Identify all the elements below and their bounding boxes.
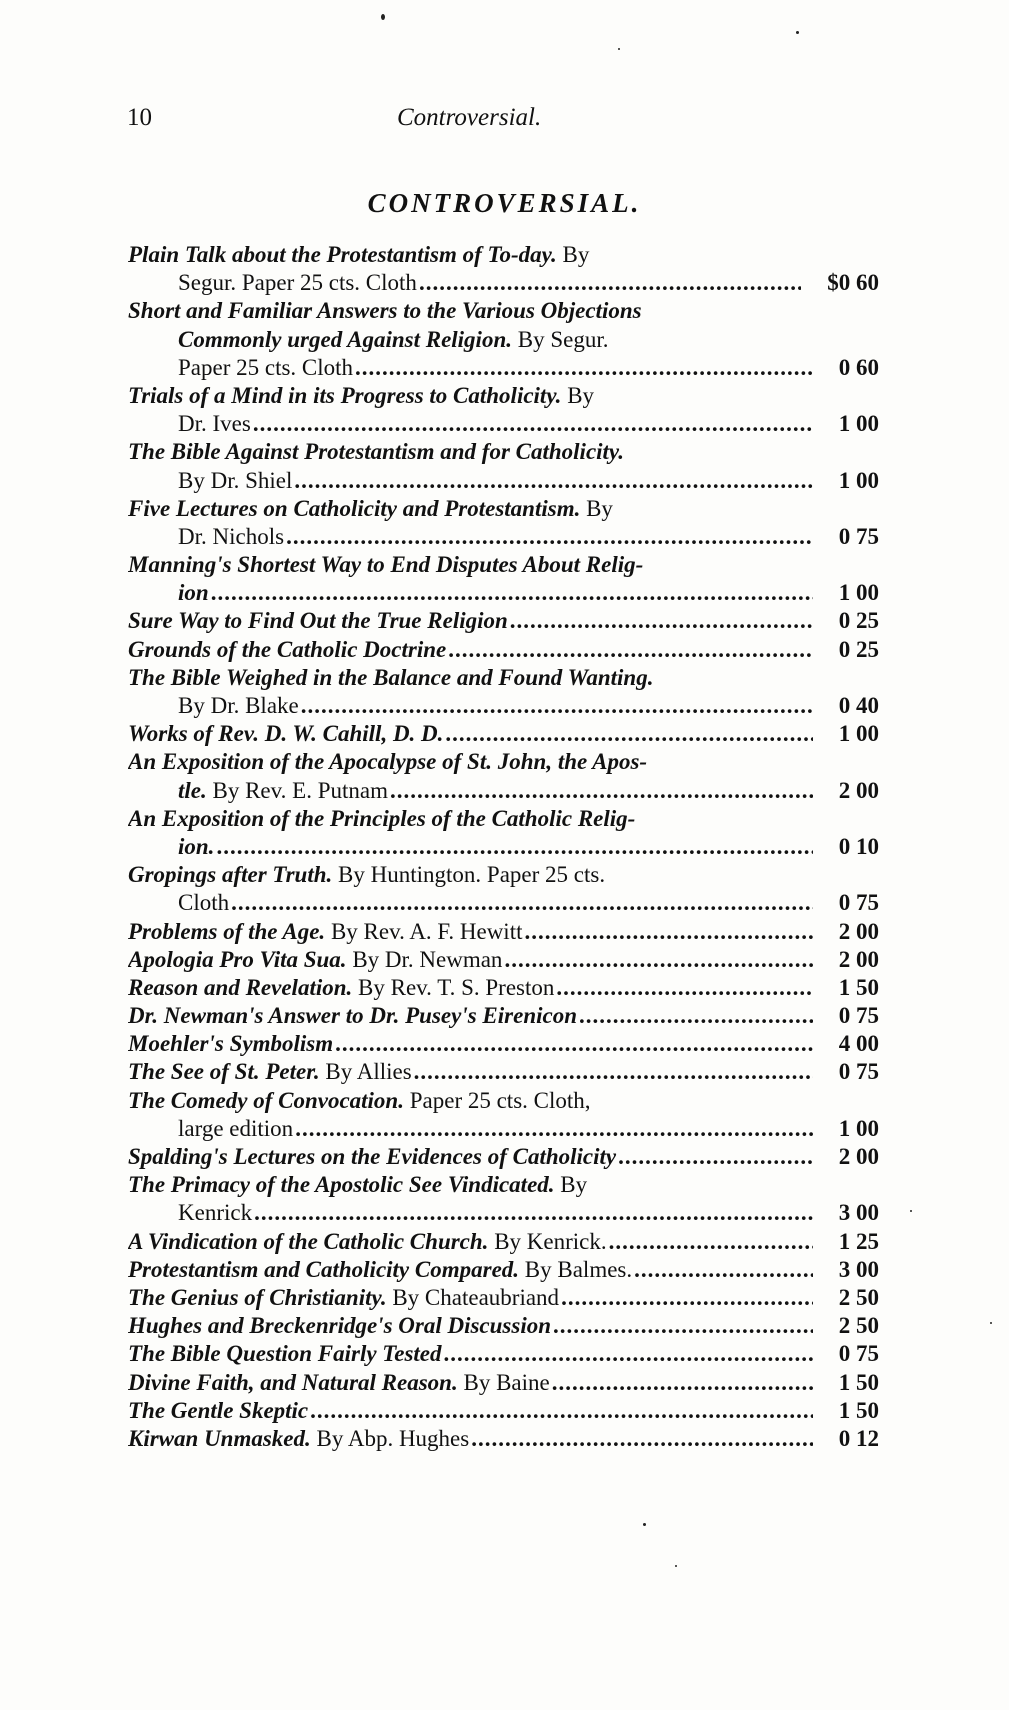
entry-line <box>128 579 879 607</box>
price: 0 25 <box>838 636 879 662</box>
entry-detail: By Rev. E. Putnam <box>206 777 388 803</box>
book-title: Divine Faith, and Natural Reason. <box>128 1369 458 1395</box>
book-title: The Primacy of the Apostolic See Vindicated. <box>128 1172 555 1198</box>
price: 4 00 <box>838 1031 879 1057</box>
book-title: ion <box>178 580 209 606</box>
dot-leader <box>390 777 813 805</box>
book-title: Kirwan Unmasked. <box>128 1425 311 1451</box>
entry-line <box>128 354 879 382</box>
entry-line <box>128 551 879 579</box>
entry-detail: By Abp. Hughes <box>310 1425 470 1451</box>
entry-line <box>128 438 879 466</box>
entry-line <box>128 1087 879 1115</box>
entry-detail: By <box>554 1172 588 1198</box>
entry-text <box>178 579 209 607</box>
dot-leader <box>561 1284 813 1312</box>
entry-detail: By Balmes. <box>519 1256 633 1282</box>
entry-line <box>128 495 879 523</box>
entry-detail: By Huntington. Paper 25 cts. <box>332 862 606 888</box>
book-title: An Exposition of the Principles of the Catholic Relig- <box>128 805 636 831</box>
catalog-entry <box>128 438 879 494</box>
entry-text <box>128 806 635 831</box>
entry-line <box>128 1030 879 1058</box>
entry-text <box>128 242 589 267</box>
book-title: Protestantism and Catholicity Compared. <box>128 1256 520 1282</box>
entry-line <box>128 946 879 974</box>
book-title: The Bible Question Fairly Tested <box>128 1341 442 1367</box>
entry-line <box>128 974 879 1002</box>
catalog-entry <box>128 636 879 664</box>
price: 0 10 <box>838 833 879 859</box>
entry-line <box>128 861 879 889</box>
scan-speck <box>910 1210 912 1212</box>
entry-text <box>128 665 653 690</box>
entry-text <box>178 410 251 438</box>
book-title: The See of St. Peter. <box>128 1059 320 1085</box>
page-header <box>0 104 1009 144</box>
entry-text <box>128 1369 550 1397</box>
entry-line <box>128 467 879 495</box>
dot-leader <box>294 467 813 495</box>
book-title: Dr. Newman's Answer to Dr. Pusey's Eirenicon <box>128 1003 578 1029</box>
entry-text <box>128 1172 587 1197</box>
entry-text <box>178 889 229 917</box>
entry-text <box>128 1256 632 1284</box>
catalog-entry <box>128 1284 879 1312</box>
entry-detail: By Kenrick. <box>488 1228 607 1254</box>
entry-line <box>128 918 879 946</box>
entry-text <box>128 1030 333 1058</box>
price: 1 00 <box>838 580 879 606</box>
book-title: Manning's Shortest Way to End Disputes About Relig- <box>128 552 644 578</box>
entry-line <box>128 1369 879 1397</box>
entry-line <box>128 297 879 325</box>
dot-leader <box>634 1256 813 1284</box>
section-title: CONTROVERSIAL. <box>367 188 642 218</box>
entry-text <box>128 1397 308 1425</box>
price: 2 00 <box>838 777 879 803</box>
book-title: Trials of a Mind in its Progress to Catholicity. <box>128 382 562 408</box>
price: 0 75 <box>838 1003 879 1029</box>
book-title: The Comedy of Convocation. <box>128 1087 404 1113</box>
book-title: Apologia Pro Vita Sua. <box>128 946 347 972</box>
entry-text <box>128 720 443 748</box>
entry-text <box>178 467 292 495</box>
scan-speck <box>796 31 799 34</box>
entry-detail: By <box>556 242 590 267</box>
entry-text <box>128 1088 591 1113</box>
entry-detail: Paper 25 cts. Cloth, <box>403 1087 591 1113</box>
entry-line <box>128 1143 879 1171</box>
entry-detail: Dr. Nichols <box>178 523 285 549</box>
catalog-entry <box>128 607 879 635</box>
dot-leader <box>579 1002 813 1030</box>
entry-line <box>128 1058 879 1086</box>
entry-text <box>128 1058 412 1086</box>
price: $0 60 <box>827 270 879 296</box>
price: 1 00 <box>838 1115 879 1141</box>
entry-text <box>128 1312 551 1340</box>
price: 1 50 <box>838 1397 879 1423</box>
dot-leader <box>609 1228 813 1256</box>
entry-text <box>128 946 502 974</box>
entry-line <box>128 1256 879 1284</box>
entry-line <box>128 1425 879 1453</box>
book-title: Hughes and Breckenridge's Oral Discussion <box>128 1313 552 1339</box>
dot-leader <box>510 607 813 635</box>
dot-leader <box>254 1199 813 1227</box>
entry-detail: By Rev. A. F. Hewitt <box>325 918 523 944</box>
entry-line <box>128 269 879 297</box>
catalog-entry <box>128 664 879 720</box>
entry-text <box>128 1284 559 1312</box>
book-title: An Exposition of the Apocalypse of St. John, the Apos- <box>128 749 648 775</box>
entry-detail: large edition <box>178 1115 294 1141</box>
price: 1 00 <box>838 411 879 437</box>
entry-detail: By Dr. Blake <box>178 693 299 718</box>
catalog-entry <box>128 382 879 438</box>
catalog-entry <box>128 1087 879 1143</box>
book-title: The Gentle Skeptic <box>128 1397 309 1423</box>
price: 2 00 <box>838 918 879 944</box>
book-title: tle. <box>178 777 207 803</box>
dot-leader <box>445 720 813 748</box>
entry-text <box>128 552 643 577</box>
book-title: Five Lectures on Catholicity and Protestantism. <box>128 495 581 521</box>
entry-text <box>128 1002 577 1030</box>
dot-leader <box>471 1425 813 1453</box>
dot-leader <box>295 1115 813 1143</box>
dot-leader <box>618 1143 813 1171</box>
entry-text <box>128 918 522 946</box>
entry-line <box>128 523 879 551</box>
entry-detail: Segur. Paper 25 cts. Cloth <box>178 270 417 296</box>
entry-text <box>128 439 624 464</box>
scan-speck <box>643 1523 646 1526</box>
entry-line <box>128 1312 879 1340</box>
entry-text <box>128 862 605 887</box>
price: 0 75 <box>838 523 879 549</box>
dot-leader <box>253 410 813 438</box>
entry-line <box>128 241 879 269</box>
entry-line <box>128 1115 879 1143</box>
book-title: ion. <box>178 833 215 859</box>
entry-text <box>178 777 388 805</box>
book-title: Sure Way to Find Out the True Religion <box>128 608 508 634</box>
entry-text <box>128 1340 442 1368</box>
dot-leader <box>504 946 813 974</box>
catalog-entry <box>128 974 879 1002</box>
price: 0 60 <box>838 354 879 380</box>
entry-line <box>128 748 879 776</box>
entry-text <box>128 1143 616 1171</box>
book-title: The Bible Against Protestantism and for Catholicity. <box>128 439 625 465</box>
entry-line <box>128 1397 879 1425</box>
dot-leader <box>448 636 813 664</box>
entry-detail: By Segur. <box>511 326 609 352</box>
price: 0 25 <box>838 608 879 634</box>
catalog-entry <box>128 1171 879 1227</box>
scan-speck <box>675 1565 677 1567</box>
book-title: Moehler's Symbolism <box>128 1031 334 1057</box>
entry-text <box>128 298 642 323</box>
price: 1 00 <box>838 721 879 747</box>
catalog-entry <box>128 1425 879 1453</box>
dot-leader <box>211 579 813 607</box>
catalog-entry <box>128 1030 879 1058</box>
price: 0 75 <box>838 890 879 916</box>
dot-leader <box>301 692 813 720</box>
entry-text <box>128 1228 607 1256</box>
catalog-entry <box>128 1228 879 1256</box>
catalog-entry <box>128 748 879 804</box>
entry-line <box>128 889 879 917</box>
catalog-entry <box>128 1143 879 1171</box>
entry-text <box>178 327 608 352</box>
book-title: Gropings after Truth. <box>128 862 333 888</box>
price: 3 00 <box>838 1200 879 1226</box>
entry-line <box>128 410 879 438</box>
entry-text <box>178 354 353 382</box>
entry-text <box>178 833 214 861</box>
entry-line <box>128 805 879 833</box>
entry-detail: Paper 25 cts. Cloth <box>178 354 354 380</box>
price: 2 50 <box>838 1284 879 1310</box>
dot-leader <box>556 974 813 1002</box>
entry-text <box>178 523 284 551</box>
entry-line <box>128 326 879 354</box>
entry-line <box>128 1228 879 1256</box>
book-title: Spalding's Lectures on the Evidences of Catholicity <box>128 1144 617 1169</box>
dot-leader <box>286 523 813 551</box>
catalog-entry <box>128 1397 879 1425</box>
price: 2 50 <box>838 1313 879 1339</box>
dot-leader <box>231 889 813 917</box>
price: 1 50 <box>838 1369 879 1395</box>
catalog-entry <box>128 861 879 917</box>
book-title: Plain Talk about the Protestantism of To-day. <box>128 242 557 267</box>
entry-line <box>128 1002 879 1030</box>
price: 2 00 <box>838 1144 879 1169</box>
scan-speck <box>381 14 385 20</box>
entry-text <box>128 636 446 664</box>
dot-leader <box>310 1397 813 1425</box>
entry-line <box>128 692 879 720</box>
page-number: 10 <box>127 104 152 131</box>
catalog-entry <box>128 297 879 382</box>
book-title: Reason and Revelation. <box>128 974 353 1000</box>
price: 1 00 <box>838 467 879 493</box>
running-title: Controversial. <box>397 104 542 131</box>
dot-leader <box>414 1058 813 1086</box>
catalog-entry <box>128 805 879 861</box>
entry-text <box>128 749 647 774</box>
entry-line <box>128 607 879 635</box>
entry-detail: By Dr. Shiel <box>178 467 293 493</box>
entry-line <box>128 382 879 410</box>
scan-speck <box>618 48 620 50</box>
entry-line <box>128 720 879 748</box>
book-title: Grounds of the Catholic Doctrine <box>128 636 447 662</box>
entry-text <box>178 1199 252 1227</box>
entry-text <box>128 496 613 521</box>
catalog-entry <box>128 241 879 297</box>
entry-detail: Dr. Ives <box>178 411 251 437</box>
entry-text <box>128 1425 469 1453</box>
entry-detail: Kenrick <box>178 1200 253 1226</box>
book-title: A Vindication of the Catholic Church. <box>128 1228 489 1254</box>
catalog-entry <box>128 946 879 974</box>
entry-line <box>128 636 879 664</box>
book-title: Short and Familiar Answers to the Various Objections <box>128 298 642 324</box>
catalog-entry <box>128 1340 879 1368</box>
dot-leader <box>216 833 813 861</box>
price: 0 75 <box>838 1341 879 1367</box>
book-title: Commonly urged Against Religion. <box>178 326 512 352</box>
catalog-entry <box>128 495 879 551</box>
price: 0 40 <box>838 693 879 718</box>
dot-leader <box>419 269 801 297</box>
entry-detail: By Allies <box>319 1059 412 1085</box>
entry-text <box>128 383 594 408</box>
scan-speck <box>990 1322 992 1324</box>
entry-line <box>128 1171 879 1199</box>
book-title: Works of Rev. D. W. Cahill, D. D. <box>128 721 444 747</box>
entry-line <box>128 1199 879 1227</box>
entry-text <box>128 974 554 1002</box>
dot-leader <box>355 354 813 382</box>
entry-detail: By <box>580 495 613 521</box>
entry-text <box>178 269 417 297</box>
book-catalog-list <box>128 241 879 1453</box>
entry-detail: By Rev. T. S. Preston <box>352 974 555 1000</box>
catalog-entry <box>128 1256 879 1284</box>
entry-detail: By <box>561 382 595 408</box>
entry-line <box>128 664 879 692</box>
catalog-entry <box>128 1002 879 1030</box>
price: 0 12 <box>838 1425 879 1451</box>
price: 0 75 <box>838 1059 879 1085</box>
price: 1 25 <box>838 1228 879 1254</box>
price: 3 00 <box>838 1256 879 1282</box>
entry-text <box>178 692 299 720</box>
entry-line <box>128 1340 879 1368</box>
dot-leader <box>524 918 813 946</box>
catalog-entry <box>128 1312 879 1340</box>
catalog-entry <box>128 720 879 748</box>
catalog-entry <box>128 918 879 946</box>
dot-leader <box>444 1340 814 1368</box>
book-title: The Bible Weighed in the Balance and Found Wanting. <box>128 664 654 690</box>
dot-leader <box>553 1312 813 1340</box>
catalog-entry <box>128 1369 879 1397</box>
book-title: Problems of the Age. <box>128 918 326 944</box>
dot-leader <box>335 1030 813 1058</box>
entry-detail: By Baine <box>457 1369 550 1395</box>
entry-detail: By Dr. Newman <box>346 946 503 972</box>
price: 1 50 <box>838 974 879 1000</box>
entry-line <box>128 833 879 861</box>
entry-line <box>128 777 879 805</box>
entry-detail: Cloth <box>178 890 230 916</box>
entry-detail: By Chateaubriand <box>386 1284 560 1310</box>
price: 2 00 <box>838 946 879 972</box>
entry-line <box>128 1284 879 1312</box>
dot-leader <box>552 1369 813 1397</box>
entry-text <box>178 1115 293 1143</box>
entry-text <box>128 607 508 635</box>
catalog-entry <box>128 551 879 607</box>
book-title: The Genius of Christianity. <box>128 1284 387 1310</box>
catalog-entry <box>128 1058 879 1086</box>
